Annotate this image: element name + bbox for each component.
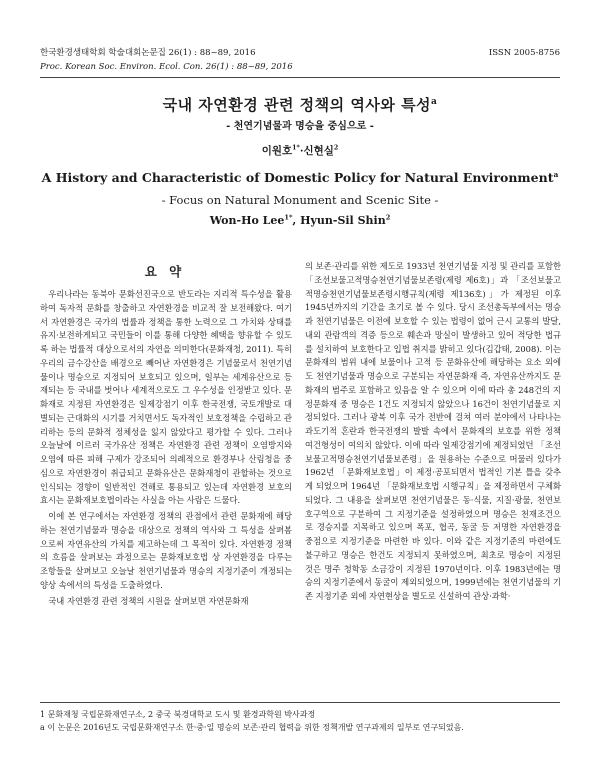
authors-english: Won-Ho Lee$^{1*}$, Hyun-Sil Shin$^2$ (209, 213, 391, 227)
authors-korean: 이원호$^{1*}$·신현실$^2$ (261, 144, 339, 157)
subtitle-english: - Focus on Natural Monument and Scenic Site - (161, 193, 439, 207)
issn: ISSN 2005-8756 (488, 48, 560, 58)
footnote-affiliation: 1 문화재청 국립문화재연구소, 2 중국 북경대학교 도시 및 환경과학원 박사과정 (40, 710, 316, 719)
abstract-paragraph-continued: 의 보존·관리를 위한 제도로 1933년 천연기념물 지정 및 관리를 포함한 「조선보물고적명승천연기념물보존령(제령 제6호)」과 「조선보물고적명승천연기념물보존령시행규칙(제령 제136호)」가 제정된 이후 1945년까지의 기간을 초기로 볼 수 있다. 당시 조선총독부에서는 명승과 천연기념물은 이전에 보호할 수 있는 법령이 없어 근시 교통의 발달, 내외 관람객의 격증 등으로 훼손과 망실이 발생하고 있어 적당한 법규를 설치하여 보호한다고 입법 취지를 밝히고 있다(김갑태, 2008). 이는 문화재의 범위 내에 보물이나 고적 등 문화유산에 해당하는 요소 외에도 천연기념물과 명승으로 구분되는 자연문화재 즉, 자연유산까지도 문화재의 범주로 포함하고 있음을 알 수 있으며 이에 따라 총 248건의 지정문화재 중 명승은 1건도 지정되지 않았으나 16건이 천연기념물로 지정되었다. 그러나 광복 이후 국가 전반에 걸쳐 여러 분야에서 나타나는 과도기적 혼란과 한국전쟁의 발발 속에서 문화재의 보호를 위한 정책 여건형성이 여의치 않았다. 이에 따라 일제강점기에 제정되었던 「조선보물고적명승천연기념물보존령」을 원용하는 수준으로 머물러 있다가 1962년 「문화재보호법」이 제정·공포되면서 법적인 기본 틀을 갖추게 되었으며 1964년 「문화재보호법 시행규칙」을 제정하면서 구체화 되었다. 그 내용을 살펴보면 천연기념물은 동·식물, 지질·광물, 천연보호구역으로 구분하여 그 지정기준을 설정하였으며 명승은 천재조건으로 경승지를 지목하고 있으며 폭포, 협곡, 동굴 등 저명한 자연환경을 중점으로 지정기준을 마련한 바 있다. 이와 같은 지정기준의 마련에도 불구하고 명승은 한건도 지정되지 못하였으며, 최초로 명승이 지정된 것은 명주 청학동 소금강이 지정된 1970년이다. 이후 1983년에는 명승의 지정기준에서 동굴이 제외되었으며, 1999년에는 천연기념물의 기존 지정기준 외에 자연현상을 별도로 신설하여 관상·과학· (305, 261, 561, 601)
header-rule (40, 77, 560, 78)
title-english: A History and Characteristic of Domestic Policy for Natural Environment$^a$ (41, 169, 559, 185)
title-korean: 국내 자연환경 관련 정책의 역사와 특성$^a$ (162, 96, 438, 114)
journal-citation-ko: 한국환경생태학회 학술대회논문집 26(1) : 88~89, 2016 (40, 48, 256, 58)
footnote-funding: a 이 논문은 2016년도 국립문화재연구소 한·중·일 명승의 보존·관리 협력을 위한 정책개발 연구과제의 일부로 연구되었음. (40, 723, 464, 732)
left-column (40, 288, 292, 608)
footnotes (40, 708, 560, 734)
abstract-paragraph-2: 이에 본 연구에서는 자연환경 정책의 관점에서 관련 문화재에 해당하는 천연기념물과 명승을 대상으로 정책의 역사와 그 특성을 살펴봄으로써 자연유산의 가치를 제고하는데 그 목적이 있다. 자연환경 정책의 흐름을 살펴보는 과정으로는 문화재보호법 상 자연환경을 다루는 조항들을 살펴보고 오늘날 천연기념물과 명승의 지정기준이 개정되는 양상 속에서의 특성을 도출하였다. (40, 511, 292, 590)
footnote-rule (40, 702, 560, 703)
abstract-paragraph-1: 우리나라는 동북아 문화선진국으로 반도라는 지리적 특수성을 활용하여 독자적 문화를 창출하고 자연환경을 비교적 잘 보전해왔다. 여기서 자연환경은 국가의 법률과 정책을 통한 노력으로 그 가치와 상태를 유지·보전하게되고 국민들이 이를 통해 다양한 혜택을 향유할 수 있도록 하는 법률적 대상으로서의 자연을 의미한다(문화재청, 2011). 특히 우리의 금수강산을 배경으로 빼어난 자연환경은 기념물로서 천연기념물이나 명승으로 지정되어 보호되고 있으며, 일부는 세계유산으로 등재되는 등 국내를 벗어나 세계적으로도 그 우수성을 인정받고 있다. 문화재로 지정된 자연환경은 일제강점기 이후 한국전쟁, 국토개발로 대별되는 근대화의 시기를 거치면서도 독자적인 보호정책을 수립하고 관리하는 등의 문화적 정체성을 잃지 않았다고 평가할 수 있다. 그러나 오늘날에 이르러 국가유산 정책은 자연환경 관련 정책이 오염방지와 오염에 따른 피해 구제가 강조되어 의례적으로 환경부나 산림청을 중심으로 자연환경이 취급되고 문화유산은 문화재청이 관할하는 것으로 인식되는 경향이 일반적인 견해로 통용되고 있는데 자연환경 보호의 효시는 문화재보호법이라는 사실을 아는 사람은 드물다. (40, 289, 292, 506)
subtitle-korean: - 천연기념물과 명승을 중심으로 - (226, 121, 374, 132)
abstract-paragraph-3: 국내 자연환경 관련 정책의 시원을 살펴보면 자연문화재 (48, 595, 249, 606)
journal-citation-en: Proc. Korean Soc. Environ. Ecol. Con. 26(1) : 88~89, 2016 (40, 62, 293, 72)
right-column (305, 260, 561, 604)
journal-header (40, 46, 560, 74)
abstract-heading: 요 약 (144, 264, 186, 279)
